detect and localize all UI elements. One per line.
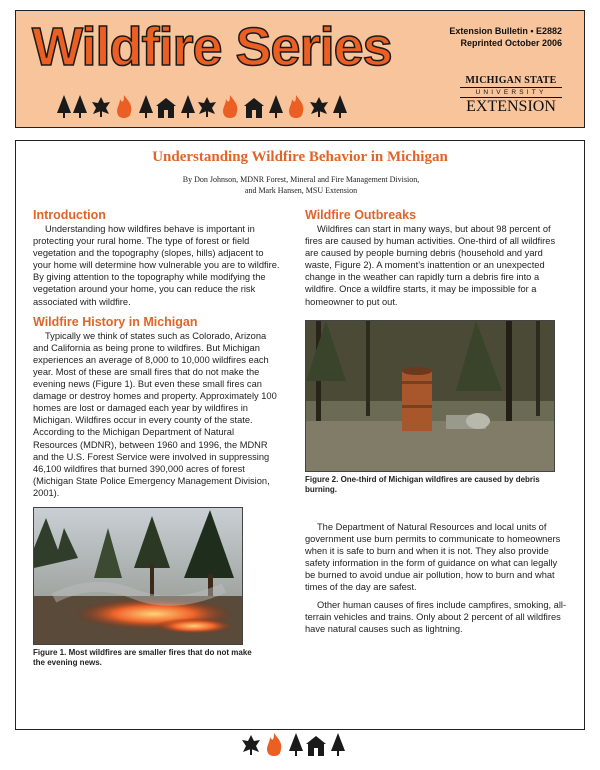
footer-icon-strip <box>240 733 360 757</box>
msu-logo-line1: MICHIGAN STATE <box>460 75 562 88</box>
house-icon <box>306 736 326 756</box>
flame-icon <box>117 95 131 118</box>
figure-1-caption: Figure 1. Most wildfires are smaller fires that do not make the evening news. <box>33 647 252 667</box>
house-icon <box>244 98 264 118</box>
intro-paragraph: Understanding how wildfires behave is important in protecting your rural home. The type of forest or field vegetation and the topography (slopes, hills) adjacent to your home will determine how vulnerable you are to wildfire. By giving attention to the topography while modifying the vegetation around your home, you can reduce the risk associated with wildfire. <box>33 224 280 307</box>
figure-2-photo <box>305 320 555 472</box>
masthead-banner <box>15 10 585 128</box>
byline-line2: and Mark Hansen, MSU Extension <box>244 186 358 195</box>
flame-icon <box>289 95 303 118</box>
history-paragraph: Typically we think of states such as Colorado, Arizona and California as being prone to wildfires. But Michigan experiences an average of 8,000 to 10,000 wildfires each year. Most of these are small fires that do not make the evening news (Figure 1). But even these small fires can damage or destroy homes and property. Approximately 100 homes are lost or damaged each year by wildfires in Michigan. Wildfires occur in every county of the state. According to the Michigan Department of Natural Resources (MDNR), between 1960 and 1996, the MDNR and the U.S. Forest Service were involved in suppressing 46,100 wildfires that burned 390,000 acres of forest (Michigan State Police Emergency Management Division, 2001). <box>33 330 277 498</box>
pine-tree-icon <box>181 95 195 118</box>
figure-1-photo <box>33 507 243 645</box>
article-title: Understanding Wildfire Behavior in Michigan <box>152 149 448 165</box>
article-box <box>15 140 585 730</box>
leaf-icon <box>242 735 260 755</box>
msu-extension-logo <box>460 75 562 116</box>
pine-tree-icon <box>57 95 71 118</box>
leaf-icon <box>198 97 216 117</box>
series-title: Wildfire Series <box>32 17 392 77</box>
bulletin-number: Extension Bulletin • E2882 <box>449 26 562 36</box>
house-icon <box>156 98 176 118</box>
intro-heading: Introduction <box>33 208 106 222</box>
outbreaks-paragraph: Wildfires can start in many ways, but about 98 percent of fires are caused by human activities. One-third of all wildfires are caused by people burning debris (household and yard waste, Figure 2). A moment’s inattention or an unexpected change in the weather can rapidly turn a debris fire into a wildfire. Once a wildfire starts, it may be impossible for a homeowner to put out. <box>305 224 556 307</box>
history-heading: Wildfire History in Michigan <box>33 314 198 329</box>
left-column <box>33 208 281 668</box>
figure-2-caption: Figure 2. One-third of Michigan wildfires are caused by debris burning. <box>305 474 540 494</box>
pine-tree-icon <box>139 95 153 118</box>
pine-tree-icon <box>333 95 347 118</box>
flame-icon <box>223 95 237 118</box>
pine-tree-icon <box>73 95 87 118</box>
msu-logo-line2: UNIVERSITY <box>460 88 562 98</box>
msu-logo-line3: EXTENSION <box>466 98 556 115</box>
pine-tree-icon <box>289 733 303 756</box>
outbreaks-heading: Wildfire Outbreaks <box>305 208 417 222</box>
byline-line1: By Don Johnson, MDNR Forest, Mineral and Fire Management Division, <box>182 175 420 184</box>
leaf-icon <box>92 97 110 117</box>
pine-tree-icon <box>331 733 345 756</box>
other-causes-paragraph: Other human causes of fires include campfires, smoking, all-terrain vehicles and trains. Only about 2 percent of all wildfires have natural causes such as lightning. <box>305 600 567 635</box>
right-column <box>305 208 569 636</box>
byline <box>136 174 466 196</box>
flame-icon <box>267 733 281 756</box>
reprint-date: Reprinted October 2006 <box>460 38 562 48</box>
permits-paragraph: The Department of Natural Resources and local units of government use burn permits to communicate to homeowners when it is safe to burn and when it is not. They also provide safety information in the form of guidance on what can legally be burned to avoid undue air pollution, how to burn and what times of the day are safest. <box>305 521 561 593</box>
leaf-icon <box>310 97 328 117</box>
bulletin-info <box>449 25 562 49</box>
masthead-icon-strip <box>52 95 352 119</box>
pine-tree-icon <box>269 95 283 118</box>
